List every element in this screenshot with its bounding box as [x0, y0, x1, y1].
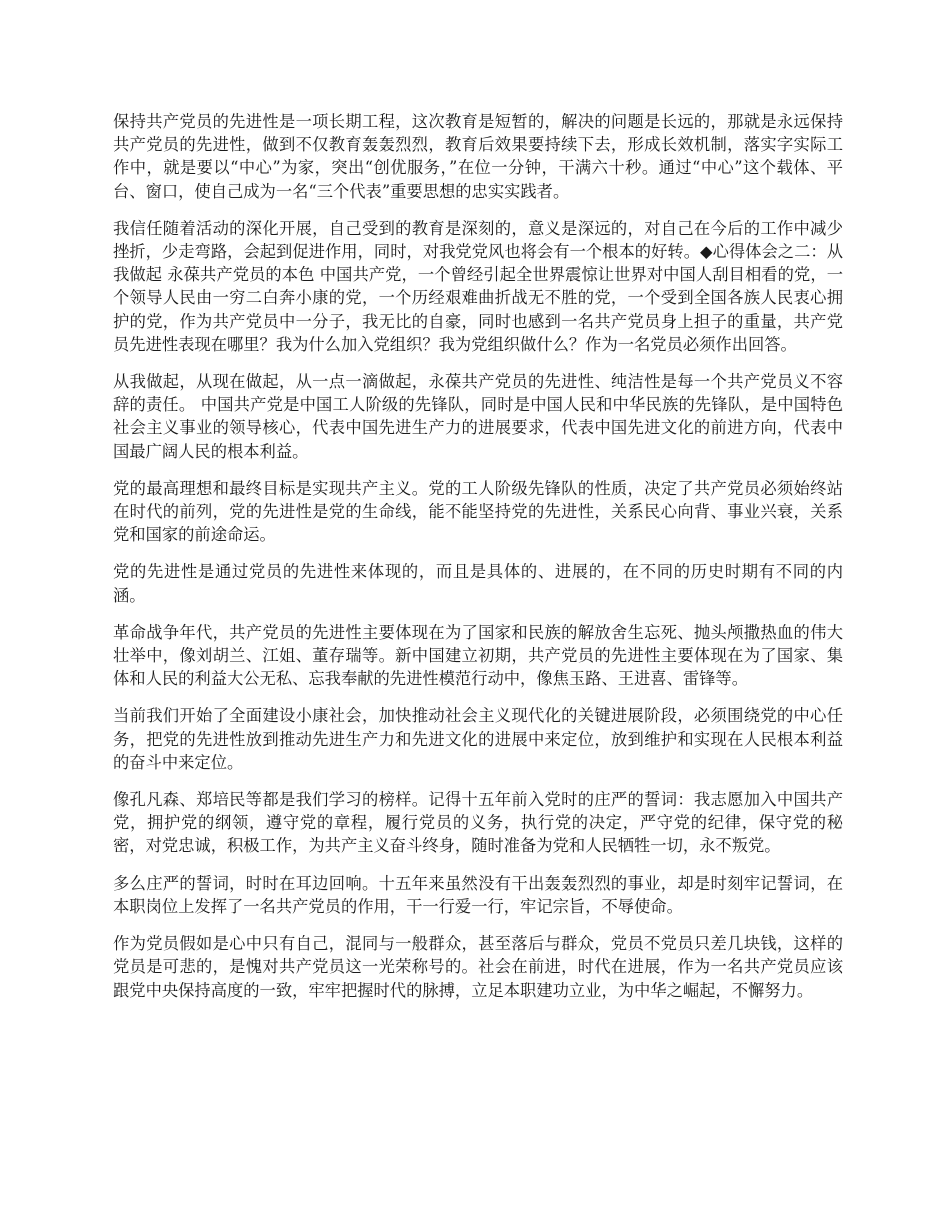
- paragraph-3: 从我做起，从现在做起，从一点一滴做起，永葆共产党员的先进性、纯洁性是每一个共产党员义不容辞的责任。 中国共产党是中国工人阶级的先锋队，同时是中国人民和中华民族的先锋队，是中国特色社会主义事业的领导核心，代表中国先进生产力的进展要求，代表中国先进文化的前进方向，代表中国最广阔人民的根本利益。: [113, 372, 843, 461]
- paragraph-6: 革命战争年代，共产党员的先进性主要体现在为了国家和民族的解放舍生忘死、抛头颅撒热血的伟大壮举中，像刘胡兰、江姐、董存瑞等。新中国建立初期，共产党员的先进性主要体现在为了国家、集体和人民的利益大公无私、忘我奉献的先进性模范行动中，像焦玉路、王进喜、雷锋等。: [113, 622, 843, 689]
- paragraph-7: 当前我们开始了全面建设小康社会，加快推动社会主义现代化的关键进展阶段，必须围绕党的中心任务，把党的先进性放到推动先进生产力和先进文化的进展中来定位，放到维护和实现在人民根本利益的奋斗中来定位。: [113, 706, 843, 772]
- paragraph-4: 党的最高理想和最终目标是实现共产主义。党的工人阶级先锋队的性质，决定了共产党员必须始终站在时代的前列，党的先进性是党的生命线，能不能坚持党的先进性，关系民心向背、事业兴衰，关系党和国家的前途命运。: [113, 478, 843, 545]
- paragraph-10: 作为党员假如是心中只有自己，混同与一般群众，甚至落后与群众，党员不党员只差几块钱，这样的党员是可悲的，是愧对共产党员这一光荣称号的。社会在前进，时代在进展，作为一名共产党员应该跟党中央保持高度的一致，牢牢把握时代的脉搏，立足本职建功立业，为中华之崛起，不懈努力。: [113, 934, 843, 1000]
- document-body: [113, 110, 843, 1016]
- paragraph-9: 多么庄严的誓词，时时在耳边回响。十五年来虽然没有干出轰轰烈烈的事业，却是时刻牢记誓词，在本职岗位上发挥了一名共产党员的作用，干一行爱一行，牢记宗旨，不辱使命。: [113, 873, 843, 916]
- paragraph-1: 保持共产党员的先进性是一项长期工程，这次教育是短暂的，解决的问题是长远的，那就是永远保持共产党员的先进性，做到不仅教育轰轰烈烈，教育后效果要持续下去，形成长效机制，落实字实际工作中，就是要以“中心”为家，突出“创优服务，”在位一分钟，干满六十秒。通过“中心”这个载体、平台、窗口，使自己成为一名“三个代表”重要思想的忠实实践者。: [113, 112, 843, 201]
- paragraph-5: 党的先进性是通过党员的先进性来体现的，而且是具体的、进展的，在不同的历史时期有不同的内涵。: [113, 562, 843, 605]
- paragraph-2: 我信任随着活动的深化开展，自己受到的教育是深刻的，意义是深远的，对自己在今后的工作中减少挫折，少走弯路，会起到促进作用，同时，对我党党风也将会有一个根本的好转。◆心得体会之二：从我做起 永葆共产党员的本色 中国共产党，一个曾经引起全世界震惊让世界对中国人刮目相看的党，一个领导人民由一穷二白奔小康的党，一个历经艰难曲折战无不胜的党，一个受到全国各族人民衷心拥护的党，作为共产党员中一分子，我无比的自豪，同时也感到一名共产党员身上担子的重量，共产党员先进性表现在哪里？我为什么加入党组织？我为党组织做什么？作为一名党员必须作出回答。: [113, 218, 843, 354]
- paragraph-8: 像孔凡森、郑培民等都是我们学习的榜样。记得十五年前入党时的庄严的誓词：我志愿加入中国共产党，拥护党的纲领，遵守党的章程，履行党员的义务，执行党的决定，严守党的纪律，保守党的秘密，对党忠诚，积极工作，为共产主义奋斗终身，随时准备为党和人民牺牲一切，永不叛党。: [113, 790, 843, 856]
